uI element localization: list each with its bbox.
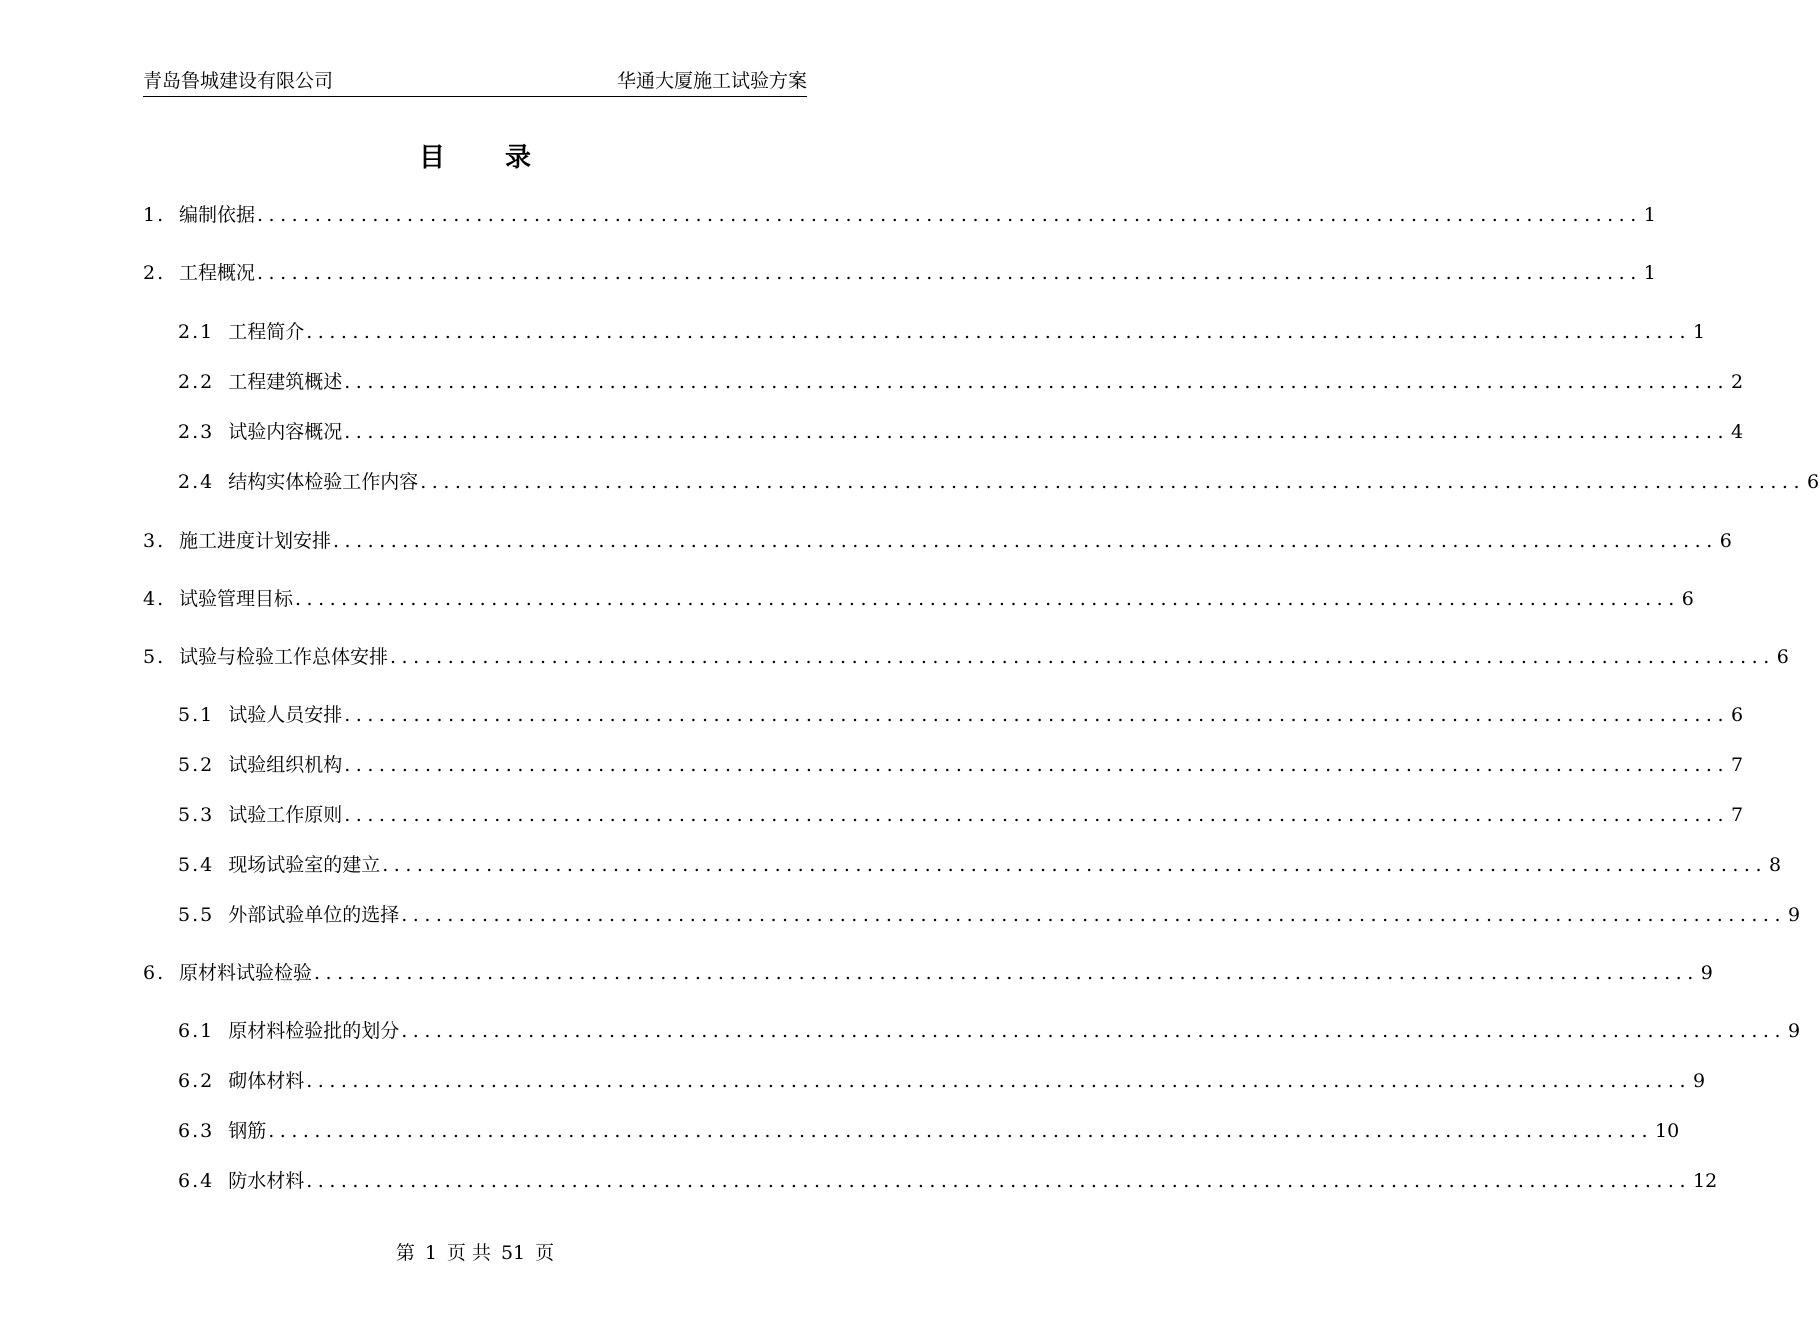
toc-entry[interactable]	[178, 1067, 1706, 1095]
toc-entry-number: 2.	[143, 262, 166, 284]
toc-dot-leader: ........................................................................................................................	[306, 1170, 1691, 1192]
toc-dot-leader: ........................................................................................................................	[257, 262, 1642, 284]
footer-suffix: 页	[535, 1242, 555, 1264]
toc-entry-label: 结构实体检验工作内容	[228, 471, 419, 493]
toc-entry-label: 试验人员安排	[228, 704, 343, 726]
toc-entry-label: 编制依据	[179, 204, 256, 226]
toc-entry-page: 12	[1692, 1170, 1718, 1192]
toc-entry-page: 1	[1692, 321, 1706, 343]
toc-dot-leader: ........................................................................................................................	[257, 204, 1642, 226]
toc-entry-number: 5.	[143, 646, 166, 668]
toc-entry-number: 5.5	[178, 904, 215, 926]
toc-entry-number: 5.1	[178, 704, 215, 726]
toc-dot-leader: ........................................................................................................................	[382, 854, 1767, 876]
toc-dot-leader: ........................................................................................................................	[306, 321, 1691, 343]
toc-entry[interactable]	[178, 801, 1744, 829]
toc-entry[interactable]	[178, 701, 1744, 729]
toc-dot-leader: ........................................................................................................................	[295, 588, 1680, 610]
toc-entry-label: 现场试验室的建立	[228, 854, 381, 876]
toc-dot-leader: ........................................................................................................................	[268, 1120, 1653, 1142]
toc-entry-label: 试验与检验工作总体安排	[179, 646, 389, 668]
toc-entry-label: 工程简介	[228, 321, 305, 343]
toc-dot-leader: ........................................................................................................................	[344, 754, 1729, 776]
toc-entry-number: 2.1	[178, 321, 215, 343]
page-footer	[0, 1238, 950, 1268]
toc-entry-label: 外部试验单位的选择	[228, 904, 400, 926]
toc-entry-label: 钢筋	[228, 1120, 267, 1142]
toc-entry-label: 试验内容概况	[228, 421, 343, 443]
toc-entry-page: 7	[1730, 804, 1744, 826]
toc-entry-number: 3.	[143, 530, 166, 552]
footer-current-page: 1	[424, 1242, 437, 1264]
toc-entry-number: 5.3	[178, 804, 215, 826]
toc-entry-number: 2.3	[178, 421, 215, 443]
header-company: 青岛鲁城建设有限公司	[143, 70, 334, 92]
toc-entry-number: 6.1	[178, 1020, 215, 1042]
toc-entry[interactable]	[178, 318, 1706, 346]
toc-entry-page: 1	[1643, 204, 1656, 226]
toc-entry[interactable]	[143, 201, 1656, 229]
toc-dot-leader: ........................................................................................................................	[401, 1020, 1786, 1042]
toc-title: 目录	[418, 143, 591, 173]
toc-entry-number: 2.2	[178, 371, 215, 393]
toc-entry-page: 1	[1643, 262, 1656, 284]
toc-entry-number: 1.	[143, 204, 166, 226]
toc-dot-leader: ........................................................................................................................	[314, 962, 1699, 984]
toc-entry-page: 6	[1806, 471, 1819, 493]
toc-entry-number: 6.4	[178, 1170, 215, 1192]
toc-entry[interactable]	[143, 585, 1694, 613]
toc-entry[interactable]	[143, 527, 1732, 555]
toc-dot-leader: ........................................................................................................................	[344, 421, 1729, 443]
toc-entry-number: 6.	[143, 962, 166, 984]
footer-mid: 页 共	[446, 1242, 491, 1264]
footer-prefix: 第	[395, 1242, 415, 1264]
toc-entry-page: 9	[1700, 962, 1713, 984]
toc-entry-number: 2.4	[178, 471, 215, 493]
toc-entry-page: 9	[1692, 1070, 1706, 1092]
toc-entry-page: 9	[1787, 904, 1801, 926]
toc-entry-label: 原材料试验检验	[179, 962, 313, 984]
toc-entry-number: 5.2	[178, 754, 215, 776]
toc-entry-page: 7	[1730, 754, 1744, 776]
header-document-title: 华通大厦施工试验方案	[616, 70, 807, 92]
toc-entry[interactable]	[178, 368, 1744, 396]
toc-entry[interactable]	[143, 643, 1789, 671]
toc-entry-label: 试验组织机构	[228, 754, 343, 776]
toc-dot-leader: ........................................................................................................................	[344, 704, 1729, 726]
toc-dot-leader: ........................................................................................................................	[420, 471, 1805, 493]
toc-dot-leader: ........................................................................................................................	[401, 904, 1786, 926]
toc-entry-page: 2	[1730, 371, 1744, 393]
toc-entry-label: 试验管理目标	[179, 588, 294, 610]
toc-entry-page: 6	[1681, 588, 1694, 610]
toc-entry[interactable]	[178, 418, 1744, 446]
toc-entry[interactable]	[178, 1017, 1801, 1045]
toc-dot-leader: ........................................................................................................................	[390, 646, 1775, 668]
toc-entry-page: 6	[1730, 704, 1744, 726]
toc-entry-page: 6	[1719, 530, 1732, 552]
toc-entry-page: 10	[1654, 1120, 1680, 1142]
page-header	[143, 66, 807, 97]
toc-entry-page: 8	[1768, 854, 1782, 876]
toc-entry-number: 6.3	[178, 1120, 215, 1142]
toc-entry-label: 工程概况	[179, 262, 256, 284]
toc-dot-leader: ........................................................................................................................	[333, 530, 1718, 552]
footer-total-pages: 51	[500, 1242, 526, 1264]
toc-entry[interactable]	[178, 851, 1782, 879]
toc-entry-page: 4	[1730, 421, 1744, 443]
toc-entry[interactable]	[178, 901, 1801, 929]
toc-entry-number: 4.	[143, 588, 166, 610]
toc-entry-number: 6.2	[178, 1070, 215, 1092]
toc-entry-page: 6	[1776, 646, 1789, 668]
toc-dot-leader: ........................................................................................................................	[344, 371, 1729, 393]
toc-entry[interactable]	[178, 1117, 1680, 1145]
toc-entry[interactable]	[143, 259, 1656, 287]
toc-entry-label: 砌体材料	[228, 1070, 305, 1092]
toc-entry[interactable]	[178, 751, 1744, 779]
toc-entry-page: 9	[1787, 1020, 1801, 1042]
toc-entry[interactable]	[178, 468, 1819, 496]
toc-dot-leader: ........................................................................................................................	[344, 804, 1729, 826]
toc-entry-label: 工程建筑概述	[228, 371, 343, 393]
toc-entry-label: 原材料检验批的划分	[228, 1020, 400, 1042]
toc-entry-number: 5.4	[178, 854, 215, 876]
toc-entry-label: 防水材料	[228, 1170, 305, 1192]
toc-dot-leader: ........................................................................................................................	[306, 1070, 1691, 1092]
toc-entry-label: 施工进度计划安排	[179, 530, 332, 552]
toc-entry[interactable]	[178, 1167, 1718, 1195]
toc-entry-label: 试验工作原则	[228, 804, 343, 826]
toc-entry[interactable]	[143, 959, 1713, 987]
